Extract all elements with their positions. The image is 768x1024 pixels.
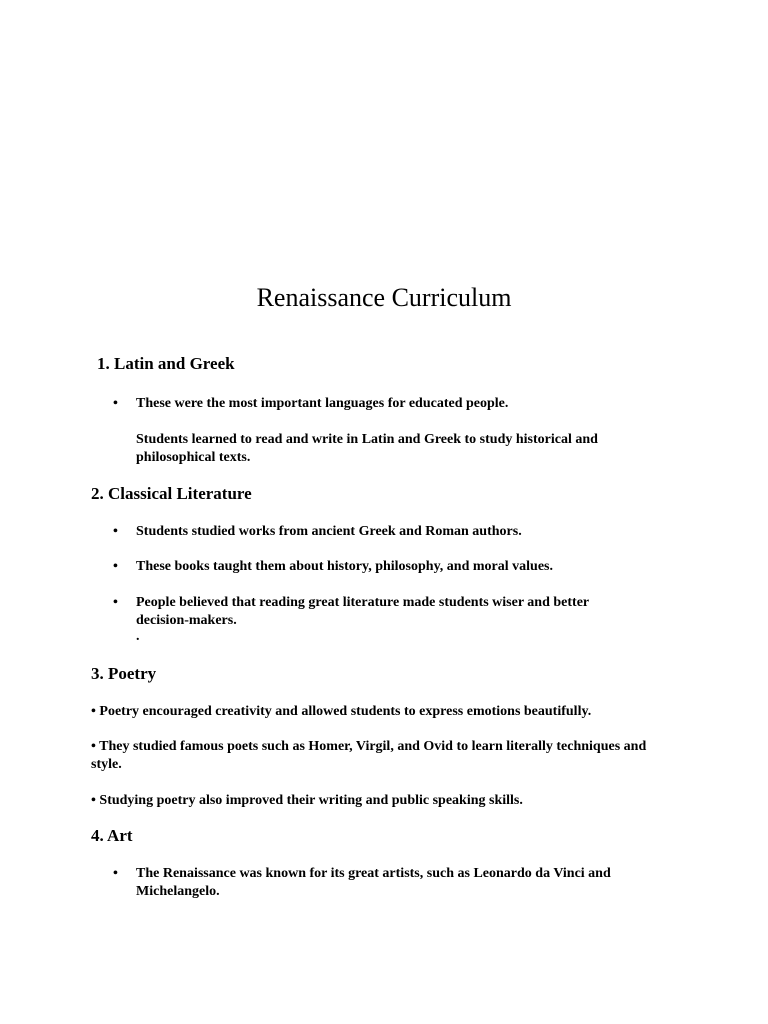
paragraph: • Studying poetry also improved their writing and public speaking skills.: [91, 793, 523, 808]
bullet-marker: •: [113, 396, 118, 411]
bullet-marker: •: [113, 524, 118, 539]
list-item: The Renaissance was known for its great artists, such as Leonardo da Vinci and Michelangelo.: [136, 866, 611, 899]
bullet-marker: •: [113, 595, 118, 610]
paragraph: • Poetry encouraged creativity and allowed students to express emotions beautifully.: [91, 704, 592, 719]
bullet-marker: •: [113, 866, 118, 881]
page-title: Renaissance Curriculum: [256, 283, 512, 312]
section-heading-latin-greek: 1. Latin and Greek: [97, 354, 235, 373]
section-heading-poetry: 3. Poetry: [91, 664, 157, 683]
paragraph: Students learned to read and write in Latin and Greek to study historical and philosophical texts.: [136, 432, 598, 465]
section-heading-art: 4. Art: [91, 826, 133, 845]
list-item: People believed that reading great literature made students wiser and better decision-makers.: [136, 595, 589, 628]
list-item: These were the most important languages for educated people.: [136, 396, 509, 411]
bullet-marker: •: [113, 559, 118, 574]
list-item: These books taught them about history, philosophy, and moral values.: [136, 559, 553, 574]
section-heading-classical-literature: 2. Classical Literature: [91, 484, 252, 503]
list-item: Students studied works from ancient Greek and Roman authors.: [136, 524, 522, 539]
trailing-mark: .: [136, 629, 140, 644]
paragraph: • They studied famous poets such as Homer, Virgil, and Ovid to learn literally techniques and style.: [91, 739, 647, 772]
